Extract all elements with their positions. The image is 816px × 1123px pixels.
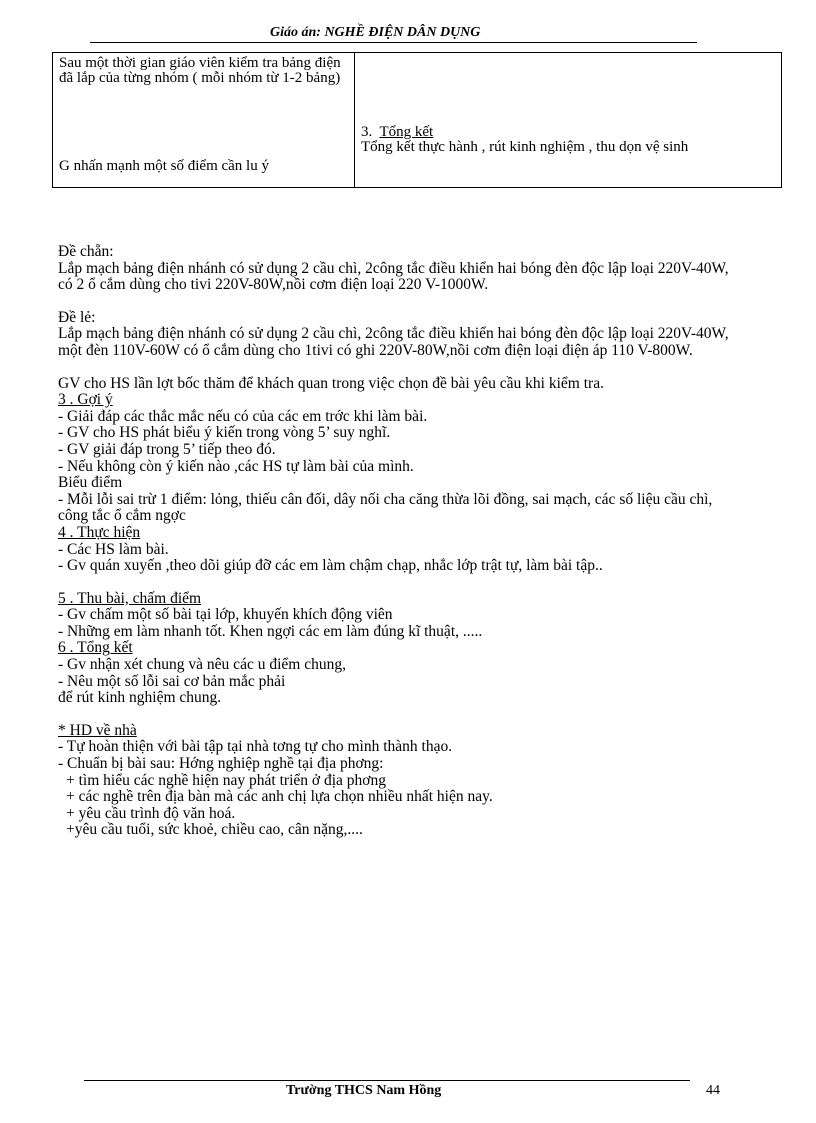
summary-heading-number: 3.: [361, 124, 373, 140]
boc-tham-text: GV cho HS lần lợt bốc thăm để khách quan trong việc chọn đề bài yêu cầu khi kiểm tra.: [58, 374, 604, 392]
summary-section: [361, 125, 771, 155]
header-rule: [90, 42, 697, 43]
list-item: - Gv nhận xét chung và nêu các u điểm chung,: [58, 656, 346, 674]
de-le-label: Đề lẻ:: [58, 308, 96, 326]
list-item: - Các HS làm bài.: [58, 540, 169, 558]
bieu-diem-heading: Biểu điểm: [58, 474, 123, 492]
de-chan-text: Lắp mạch bảng điện nhánh có sử dụng 2 cầu chì, 2công tắc điều khiển hai bóng đèn độc lập loại 220V-40W, có 2 ổ cắm dùng cho tivi 220V-80W,nồi cơm điện loại 220 V-1000W.: [58, 259, 729, 294]
list-item: + tìm hiểu các nghề hiện nay phát triển ở địa phơng: [66, 771, 386, 789]
lesson-table: [52, 52, 782, 188]
page-header-title: Giáo án: NGHỀ ĐIỆN DÂN DỤNG: [270, 25, 481, 40]
de-le-text: Lắp mạch bảng điện nhánh có sử dụng 2 cầu chì, 2công tắc điều khiển hai bóng đèn độc lập loại 220V-40W, một đèn 110V-60W có ổ cắm dùng cho 1tivi có ghi 220V-80W,nồi cơm điện loại điện áp 110 V-800W.: [58, 325, 729, 359]
list-item: - Chuẩn bị bài sau: Hớng nghiệp nghề tại địa phơng:: [58, 755, 384, 773]
list-item: - Giải đáp các thắc mắc nếu có của các em trớc khi làm bài.: [58, 407, 428, 425]
bieu-diem-text: - Mỗi lỗi sai trừ 1 điểm: lỏng, thiếu cân đối, dây nối cha căng thừa lõi đồng, sai mạch, các số liệu cầu chì, công tắc ổ cắm ngợc: [58, 490, 713, 525]
hd-ve-nha-heading: * HD về nhà: [58, 721, 137, 739]
list-item: + các nghề trên địa bàn mà các anh chị lựa chọn nhiều nhất hiện nay.: [66, 788, 493, 806]
page-number: 44: [706, 1083, 720, 1098]
list-item: - Gv quán xuyến ,theo dõi giúp đỡ các em làm chậm chạp, nhắc lớp trật tự, làm bài tập..: [58, 557, 603, 575]
de-chan-label: Đề chẵn:: [58, 243, 114, 260]
thu-bai-heading: 5 . Thu bài, chấm điểm: [58, 589, 202, 607]
list-item: để rút kinh nghiệm chung.: [58, 689, 222, 707]
teacher-check-text: Sau một thời gian giáo viên kiểm tra bảng điện đã lắp của từng nhóm ( mỗi nhóm từ 1-2 bảng): [59, 55, 341, 86]
summary-heading: Tổng kết: [379, 124, 434, 140]
table-cell-teacher: [53, 53, 355, 188]
footer-school: Trường THCS Nam Hồng: [286, 1083, 442, 1098]
list-item: - Nếu không còn ý kiến nào ,các HS tự làm bài của mình.: [58, 457, 414, 475]
list-item: - Những em làm nhanh tốt. Khen ngợi các em làm đúng kĩ thuật, .....: [58, 622, 483, 640]
tong-ket-heading: 6 . Tổng kết: [58, 639, 133, 657]
list-item: + yêu cầu trình độ văn hoá.: [66, 804, 236, 822]
list-item: - Gv chấm một số bài tại lớp, khuyến khích động viên: [58, 606, 393, 624]
summary-text: Tổng kết thực hành , rút kinh nghiệm , thu dọn vệ sinh: [361, 139, 689, 155]
list-item: - Nêu một số lỗi sai cơ bản mắc phải: [58, 672, 286, 690]
goi-y-heading: 3 . Gợi ý: [58, 391, 113, 409]
thuc-hien-heading: 4 . Thực hiện: [58, 523, 141, 541]
list-item: +yêu cầu tuổi, sức khoẻ, chiều cao, cân nặng,....: [66, 821, 363, 839]
list-item: - GV giải đáp trong 5’ tiếp theo đó.: [58, 440, 276, 458]
teacher-emphasis-text: G nhấn mạnh một số điểm cần lu ý: [59, 158, 269, 174]
table-cell-summary: [355, 53, 782, 188]
list-item: - GV cho HS phát biểu ý kiến trong vòng 5’ suy nghĩ.: [58, 424, 391, 442]
list-item: - Tự hoàn thiện với bài tập tại nhà tơng tự cho mình thành thạo.: [58, 738, 453, 756]
lesson-body: [58, 244, 738, 839]
footer-rule: [84, 1080, 690, 1081]
